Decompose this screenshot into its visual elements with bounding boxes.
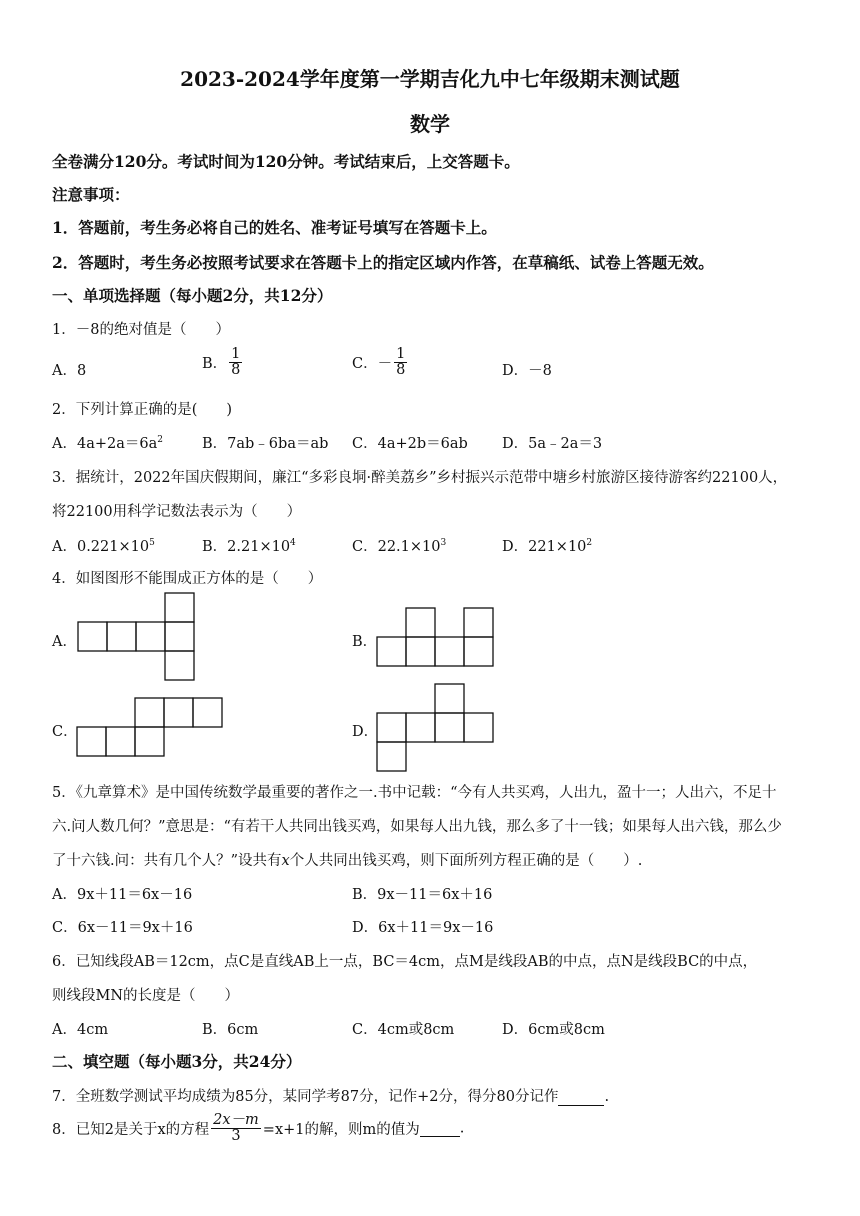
q4-option-a-label: A． bbox=[52, 634, 77, 650]
question-4-stem: 4．如图图形不能围成正方体的是（ ） bbox=[52, 571, 323, 587]
question-7: 7．全班数学测试平均成绩为85分，某同学考87分，记作+2分，得分80分记作 . bbox=[52, 1089, 610, 1105]
q3-option-a: A．$0.221\times 10^5$ bbox=[52, 538, 155, 555]
q5-option-c: C．6x－11＝9x＋16 bbox=[52, 920, 193, 936]
q7-answer-blank[interactable] bbox=[558, 1089, 604, 1106]
question-6-line1: 6．已知线段AB＝12cm，点C是直线AB上一点，BC＝4cm，点M是线段AB的中点，点N是线段BC的中点， bbox=[52, 954, 758, 970]
q5-option-b: B．9x－11＝6x＋16 bbox=[352, 887, 493, 903]
notice-heading: 注意事项： bbox=[52, 185, 130, 204]
q3-option-b: B．$2.21\times 10^4$ bbox=[202, 538, 296, 555]
q1-option-d: D．－8 bbox=[502, 363, 552, 379]
q4-net-c-diagram bbox=[76, 697, 224, 759]
q4-option-d-label: D． bbox=[352, 724, 379, 740]
question-5-line1: 5．《九章算术》是中国传统数学最重要的著作之一.书中记载：“今有人共买鸡，人出九，盈十一；人出六，不足十 bbox=[52, 785, 777, 801]
q6-option-d: D．6cm或8cm bbox=[502, 1022, 605, 1038]
q4-net-d-diagram bbox=[376, 683, 496, 773]
q4-option-b-label: B． bbox=[352, 634, 378, 650]
exam-info: 全卷满分120分。考试时间为120分钟。考试结束后，上交答题卡。 bbox=[52, 152, 520, 171]
question-3-stem-line1: 3．据统计，2022年国庆假期间，廉江“多彩良垌·醉美荔乡”乡村振兴示范带中塘乡村旅游区接待游客约22100人， bbox=[52, 470, 788, 486]
question-5-line2: 六.问人数几何？”意思是：“有若干人共同出钱买鸡，如果每人出九钱，那么多了十一钱；如果每人出六钱，那么少 bbox=[52, 819, 782, 835]
q3-option-c: C．$22.1\times 10^3$ bbox=[352, 538, 447, 555]
q2-option-b: B．7ab﹣6ba＝ab bbox=[202, 436, 329, 452]
notice-item-2: 2．答题时，考生务必按照考试要求在答题卡上的指定区域内作答，在草稿纸、试卷上答题无效。 bbox=[52, 253, 714, 272]
question-8: 8．已知2是关于x的方程 $\frac{2x-m}{3}$ =x+1的解，则m的值为 . bbox=[52, 1112, 465, 1145]
q8-fraction: $\frac{2x-m}{3}$ bbox=[213, 1112, 259, 1145]
question-2-stem: 2．下列计算正确的是( ) bbox=[52, 402, 233, 418]
q8-answer-blank[interactable] bbox=[420, 1120, 460, 1137]
q2-option-c: C．4a+2b＝6ab bbox=[352, 436, 468, 452]
question-1-stem: 1．－8的绝对值是（ ） bbox=[52, 322, 230, 338]
q3-option-d: D．$221\times 10^2$ bbox=[502, 538, 593, 555]
q1-option-a: A．8 bbox=[52, 363, 87, 379]
q6-option-a: A．4cm bbox=[52, 1022, 109, 1038]
q4-net-b-diagram bbox=[376, 607, 496, 669]
section-1-heading: 一、单项选择题（每小题2分，共12分） bbox=[52, 286, 333, 305]
q6-option-b: B．6cm bbox=[202, 1022, 259, 1038]
q4-option-c-label: C． bbox=[52, 724, 78, 740]
q5-option-a: A．9x＋11＝6x－16 bbox=[52, 887, 193, 903]
section-2-heading: 二、填空题（每小题3分，共24分） bbox=[52, 1052, 302, 1071]
q6-option-c: C．4cm或8cm bbox=[352, 1022, 455, 1038]
notice-item-1: 1．答题前，考生务必将自己的姓名、准考证号填写在答题卡上。 bbox=[52, 218, 497, 237]
q1-option-b: B． $\frac{1}{8}$ bbox=[202, 346, 241, 379]
question-3-stem-line2: 将22100用科学记数法表示为（ ） bbox=[52, 504, 302, 520]
q4-net-a-diagram bbox=[76, 592, 196, 682]
question-5-line3: 了十六钱.问：共有几个人？”设共有x个人共同出钱买鸡，则下面所列方程正确的是（ ）. bbox=[52, 853, 643, 869]
question-6-line2: 则线段MN的长度是（ ） bbox=[52, 988, 240, 1004]
q1-option-c: C．－ $\frac{1}{8}$ bbox=[352, 346, 406, 379]
q5-option-d: D．6x＋11＝9x－16 bbox=[352, 920, 494, 936]
q2-option-a: A．$4a+2a=6a^2$ bbox=[52, 435, 163, 452]
exam-title: 2023-2024学年度第一学期吉化九中七年级期末测试题 bbox=[180, 67, 680, 91]
q2-option-d: D．5a﹣2a＝3 bbox=[502, 436, 603, 452]
subject-title: 数学 bbox=[410, 112, 450, 136]
